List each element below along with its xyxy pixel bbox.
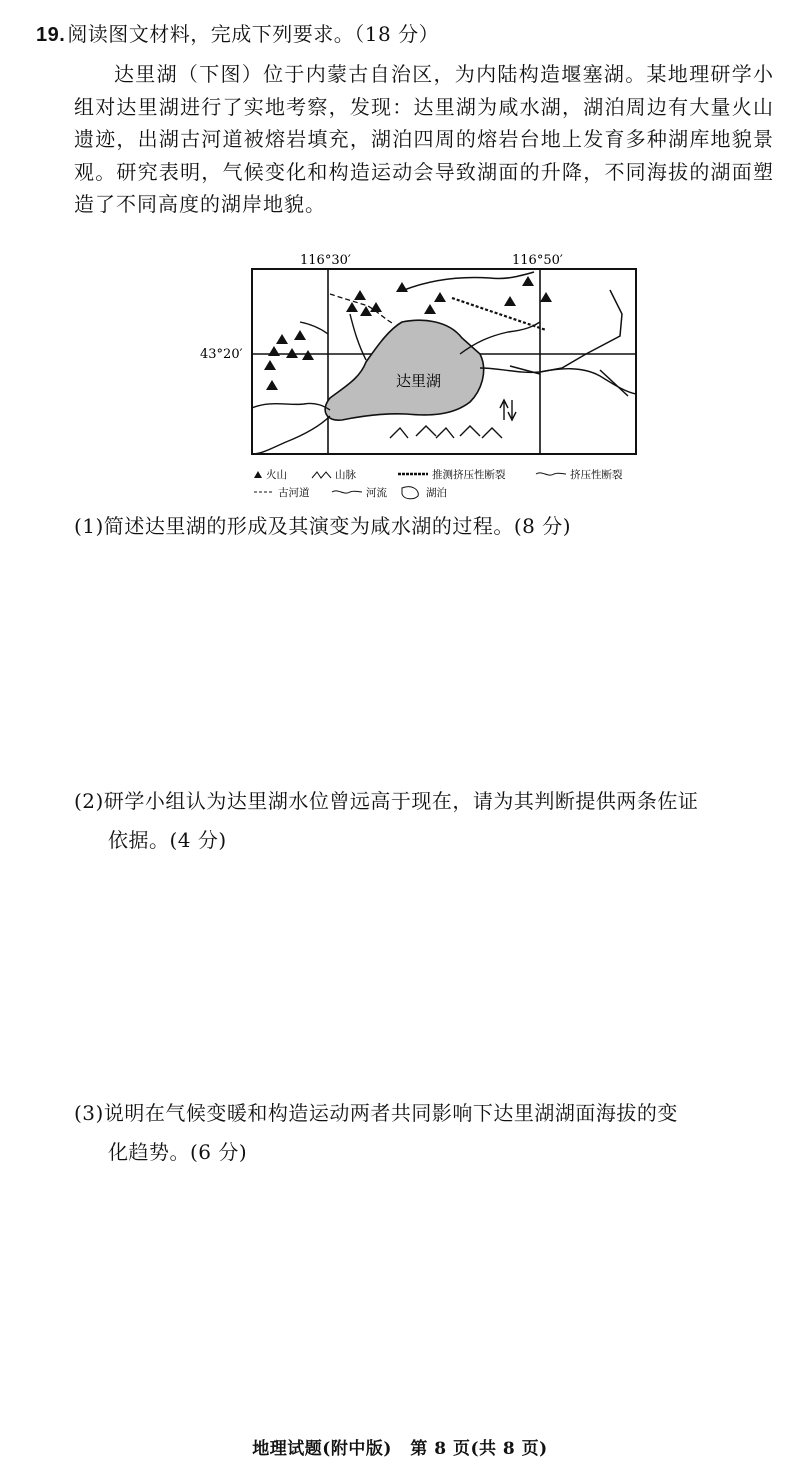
volcano-icon: [266, 380, 278, 390]
volcano-icon: [540, 292, 552, 302]
volcano-icon: [522, 276, 534, 286]
arrow-down: [508, 400, 516, 420]
river-1: [252, 403, 330, 410]
legend-inferred-fault: 推测挤压性断裂: [432, 469, 506, 481]
legend-fault-icon: [536, 473, 566, 475]
page-footer: [0, 1434, 800, 1459]
subquestion-3-line2: 化趋势。(6 分): [108, 1140, 248, 1164]
inferred-fault: [452, 298, 546, 330]
fault-2: [540, 290, 622, 372]
footer-subject: 地理试题(附中版): [252, 1439, 392, 1459]
subquestion-2-line2: 依据。(4 分): [108, 828, 227, 852]
legend-volcano: 火山: [266, 469, 287, 481]
volcano-icon: [268, 346, 280, 356]
lon-label-1: 116°30′: [300, 253, 351, 268]
river-2: [252, 416, 330, 454]
legend-mountain: 山脉: [335, 469, 356, 481]
volcano-icon: [264, 360, 276, 370]
legend-river: 河流: [366, 487, 387, 499]
volcano-icon: [370, 302, 382, 312]
subquestion-3-line1: (3)说明在气候变暖和构造运动两者共同影响下达里湖湖面海拔的变: [74, 1101, 678, 1125]
volcano-icon: [424, 304, 436, 314]
mountain-range: [390, 426, 502, 438]
fault-3: [600, 370, 628, 396]
question-number: 19.: [36, 24, 66, 46]
question-title: 阅读图文材料，完成下列要求。（18 分）: [67, 22, 440, 46]
lon-label-2: 116°50′: [512, 253, 563, 268]
dali-lake-map: [190, 250, 650, 500]
river-5: [350, 314, 366, 360]
volcano-icon: [434, 292, 446, 302]
lake-shape: [325, 320, 484, 420]
volcano-icon: [294, 330, 306, 340]
subquestion-3: [74, 1094, 678, 1172]
subquestion-1-text: (1)简述达里湖的形成及其演变为咸水湖的过程。(8 分): [74, 514, 572, 538]
legend-fault: 挤压性断裂: [570, 469, 623, 481]
legend-ancient-river: 古河道: [278, 487, 310, 499]
legend-river-icon: [332, 491, 362, 493]
volcano-icon: [286, 348, 298, 358]
volcano-icon: [302, 350, 314, 360]
volcano-icon: [396, 282, 408, 292]
lake-label: 达里湖: [396, 372, 442, 390]
material-paragraph: 达里湖（下图）位于内蒙古自治区，为内陆构造堰塞湖。某地理研学小组对达里湖进行了实地考察，发现：达里湖为咸水湖，湖泊周边有大量火山遗迹，出湖古河道被熔岩填充，湖泊四周的熔岩台地上发育多种湖库地貌景观。研究表明，气候变化和构造运动会导致湖面的升降，不同海拔的湖面塑造了不同高度的湖岸地貌。: [74, 62, 774, 216]
lat-label: 43°20′: [200, 347, 243, 362]
legend-lake: 湖泊: [426, 487, 447, 499]
volcano-icon: [346, 302, 358, 312]
volcano-icon: [354, 290, 366, 300]
legend-volcano-icon: [254, 471, 262, 478]
subquestion-1: [74, 507, 571, 546]
legend-lake-icon: [402, 487, 418, 499]
fault-1: [404, 272, 534, 290]
footer-page: 第 8 页(共 8 页): [410, 1439, 548, 1459]
river-6: [300, 322, 328, 334]
subquestion-2-line1: (2)研学小组认为达里湖水位曾远高于现在，请为其判断提供两条佐证: [74, 789, 699, 813]
legend-mountain-icon: [312, 472, 331, 478]
fault-4: [510, 366, 540, 374]
arrow-up: [500, 400, 508, 420]
volcano-icon: [276, 334, 288, 344]
volcano-icon: [504, 296, 516, 306]
subquestion-2: [74, 782, 698, 860]
question-header: [36, 18, 439, 47]
